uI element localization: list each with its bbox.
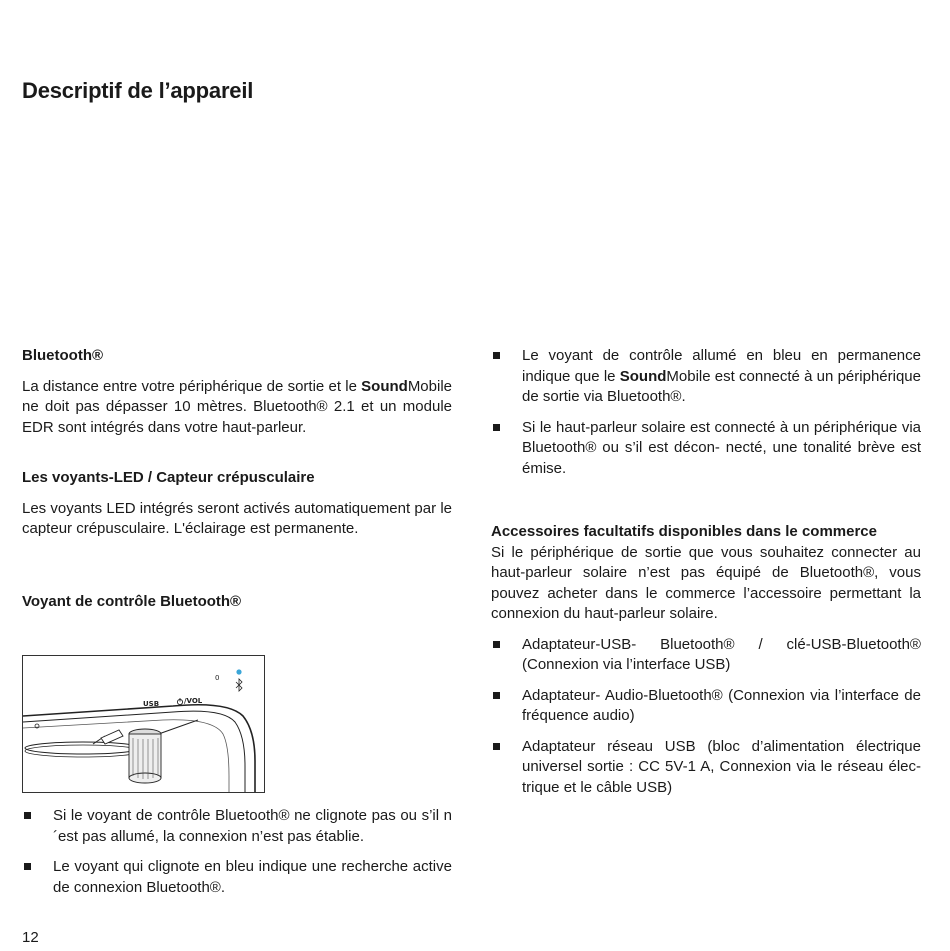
brand-sound: Sound — [619, 367, 667, 385]
left-column — [22, 346, 452, 612]
speaker-illustration — [22, 655, 265, 793]
list-item: Adaptateur- Audio-Bluetooth® (Connexion via l’interface de fréquence audio) — [491, 686, 921, 727]
speaker-drawing — [23, 656, 265, 793]
bluetooth-paragraph — [22, 377, 452, 439]
led-paragraph: Les voyants LED intégrés seront activés automatiquement par le capteur crépusculaire. L'éclairage est permanente. — [22, 499, 452, 537]
list-item: Si le voyant de contrôle Bluetooth® ne clignote pas ou s’il n´est pas allumé, la connexion n’est pas établie. — [22, 806, 452, 847]
brand-sound: Sound — [361, 377, 408, 395]
accessories-paragraph: Si le périphérique de sortie que vous souhaitez connecter au haut-parleur solaire n’est pas équipé de Bluetooth®, vous pouvez acheter dans le commerce l’accessoire permettant la connexion du haut-parleur solaire. — [491, 543, 921, 622]
bluetooth-heading: Bluetooth® — [22, 347, 104, 364]
list-item: Si le haut-parleur solaire est connecté à un périphérique via Bluetooth® ou s’il est décon- necté, une tonalité brève est émise. — [491, 418, 921, 480]
page-number: 12 — [22, 929, 39, 946]
usb-label: USB — [143, 700, 160, 708]
bullet-text: Le voyant de contrôle allumé en bleu en permanence indique que le — [522, 347, 921, 385]
list-item: Adaptateur réseau USB (bloc d’alimentation électrique universel sortie : CC 5V-1 A, Connexion via le réseau électrique et le câble USB) — [491, 737, 921, 799]
bluetooth-led-icon — [236, 669, 241, 674]
bullet-text: Mobile est connecté à un périphérique de sortie via Bluetooth®. — [522, 367, 921, 405]
indicator-heading: Voyant de contrôle Bluetooth® — [22, 592, 242, 610]
list-item: Adaptateur-USB- Bluetooth® / clé-USB-Bluetooth® (Connexion via l’interface USB) — [491, 635, 921, 676]
power-icon — [177, 698, 182, 705]
left-bullets — [22, 806, 452, 908]
usb-connector-drawing — [129, 729, 161, 783]
bluetooth-text-pre: La distance entre votre périphérique de sortie et le — [22, 377, 362, 395]
vol-label: /VOL — [184, 697, 203, 705]
bluetooth-icon — [236, 679, 242, 691]
list-item — [491, 346, 921, 408]
right-column — [491, 346, 921, 808]
power-indicator-label: 0 — [215, 674, 220, 682]
accessories-heading: Accessoires facultatifs disponibles dans le commerce — [491, 523, 877, 540]
list-item: Le voyant qui clignote en bleu indique une recherche active de connexion Bluetooth®. — [22, 857, 452, 898]
bluetooth-text-post: Mobile ne doit pas dépasser 10 mètres. Bluetooth® 2.1 et un module EDR sont intégrés dans votre haut-parleur. — [22, 377, 452, 436]
led-heading: Les voyants-LED / Capteur crépusculaire — [22, 469, 315, 486]
page-title: Descriptif de l’appareil — [22, 78, 254, 103]
